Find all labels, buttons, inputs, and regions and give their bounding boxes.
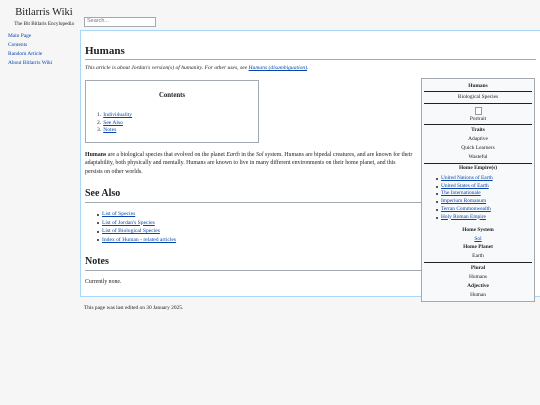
- hatnote: [85, 65, 309, 72]
- empire-link[interactable]: Holy Roman Empire: [441, 213, 486, 220]
- list-item: [102, 227, 176, 236]
- toc-number: 1.: [97, 112, 102, 118]
- trait-value: Adaptive: [468, 136, 488, 142]
- toc-link-see-also[interactable]: See Also: [103, 119, 123, 126]
- see-also-link[interactable]: Index of Human - related articles: [102, 236, 177, 243]
- toc-number: 3.: [97, 127, 102, 133]
- list-item: [441, 175, 493, 183]
- adjective-heading: Adjective: [467, 283, 489, 289]
- empires-heading: Home Empire(s): [458, 165, 498, 171]
- toc-item[interactable]: [97, 120, 132, 128]
- empire-link[interactable]: Terran Commonwealth: [441, 205, 491, 212]
- list-item: [102, 219, 176, 228]
- toc-item[interactable]: [97, 127, 132, 135]
- sidebar-item-random-article[interactable]: Random Article: [8, 51, 43, 57]
- traits-heading: Traits: [471, 127, 485, 133]
- notes-heading: Notes: [85, 256, 109, 267]
- toc-title: Contents: [158, 92, 186, 99]
- sidebar-nav: [8, 32, 78, 68]
- site-tagline: The Bit Bitlaris Encylopedia: [14, 21, 74, 27]
- see-also-list: [102, 210, 176, 244]
- title-divider: [85, 59, 536, 60]
- empire-link[interactable]: The Internationale: [441, 190, 481, 197]
- intro-bold: Humans: [85, 152, 107, 158]
- trait-value: Quick Learners: [461, 145, 495, 151]
- home-planet-value: Earth: [472, 253, 484, 259]
- infobox-divider: [424, 124, 532, 125]
- home-system-heading: Home System: [462, 227, 494, 233]
- home-system-row: [424, 236, 532, 243]
- page-title: Humans: [85, 45, 125, 57]
- list-item: [102, 236, 176, 245]
- image-caption: Portrait: [469, 116, 487, 122]
- home-system-link[interactable]: Sol: [474, 236, 482, 242]
- see-also-heading: See Also: [85, 188, 121, 199]
- list-item: [441, 198, 493, 206]
- intro-sol: Sol: [255, 152, 264, 158]
- empires-list: [441, 175, 493, 221]
- infobox-divider: [424, 103, 532, 104]
- adjective-value: Human: [470, 292, 486, 298]
- table-of-contents: [85, 80, 259, 143]
- section-divider: [85, 202, 421, 203]
- infobox: [421, 78, 535, 302]
- search-input[interactable]: Search...: [84, 17, 156, 27]
- empire-link[interactable]: United Nations of Earth: [441, 175, 493, 181]
- toc-link-individuality[interactable]: Individuality: [103, 112, 133, 118]
- intro-earth: Earth: [226, 152, 240, 158]
- intro-text: system. Humans are bipedal creatures, and are known for their adaptability, both physically and mentally. Humans are known to live in many different environments on their home planet, and this persists on other worlds.: [85, 152, 413, 175]
- last-edited-footer: This page was last edited on 30 January 2025.: [84, 305, 184, 311]
- infobox-divider: [424, 262, 532, 263]
- disambiguation-link[interactable]: Humans (disambiguation): [248, 65, 308, 71]
- list-item: [441, 183, 493, 191]
- list-item: [441, 206, 493, 214]
- site-logo[interactable]: [8, 7, 80, 28]
- intro-text: in the: [239, 152, 256, 158]
- see-also-link[interactable]: List of Biological Species: [102, 228, 160, 235]
- site-title[interactable]: Bitlarris Wiki: [15, 7, 73, 18]
- sidebar-item-main-page[interactable]: Main Page: [8, 33, 32, 39]
- broken-image-icon: [475, 107, 482, 115]
- toc-number: 2.: [97, 119, 102, 126]
- section-divider: [85, 270, 421, 271]
- plural-heading: Plural: [470, 265, 486, 271]
- hatnote-suffix: .: [307, 65, 309, 71]
- see-also-link[interactable]: List of Species: [102, 211, 136, 217]
- trait-value: Wasteful: [468, 154, 488, 160]
- toc-item[interactable]: [97, 112, 132, 120]
- list-item: [102, 210, 176, 219]
- see-also-link[interactable]: List of Jordan's Species: [102, 219, 155, 226]
- empire-link[interactable]: United States of Earth: [441, 182, 489, 189]
- toc-link-notes[interactable]: Notes: [103, 127, 117, 133]
- infobox-divider: [424, 91, 532, 92]
- empire-link[interactable]: Imperium Romanum: [441, 198, 487, 205]
- notes-text: Currently none.: [85, 279, 122, 285]
- list-item: [441, 190, 493, 198]
- intro-text: are a biological species that evolved on the planet: [106, 152, 227, 158]
- infobox-subtitle: Biological Species: [457, 94, 499, 100]
- infobox-divider: [424, 163, 532, 164]
- infobox-title: Humans: [468, 83, 488, 89]
- home-planet-heading: Home Planet: [463, 244, 493, 250]
- plural-value: Humans: [469, 274, 487, 280]
- list-item: [441, 214, 493, 222]
- sidebar-item-about[interactable]: About Bitlarris Wiki: [8, 60, 53, 66]
- sidebar-item-contents[interactable]: Contents: [8, 42, 28, 48]
- hatnote-text: This article is about Jordan's version(s) of humanity. For other uses, see: [85, 65, 248, 71]
- intro-paragraph: [85, 151, 413, 176]
